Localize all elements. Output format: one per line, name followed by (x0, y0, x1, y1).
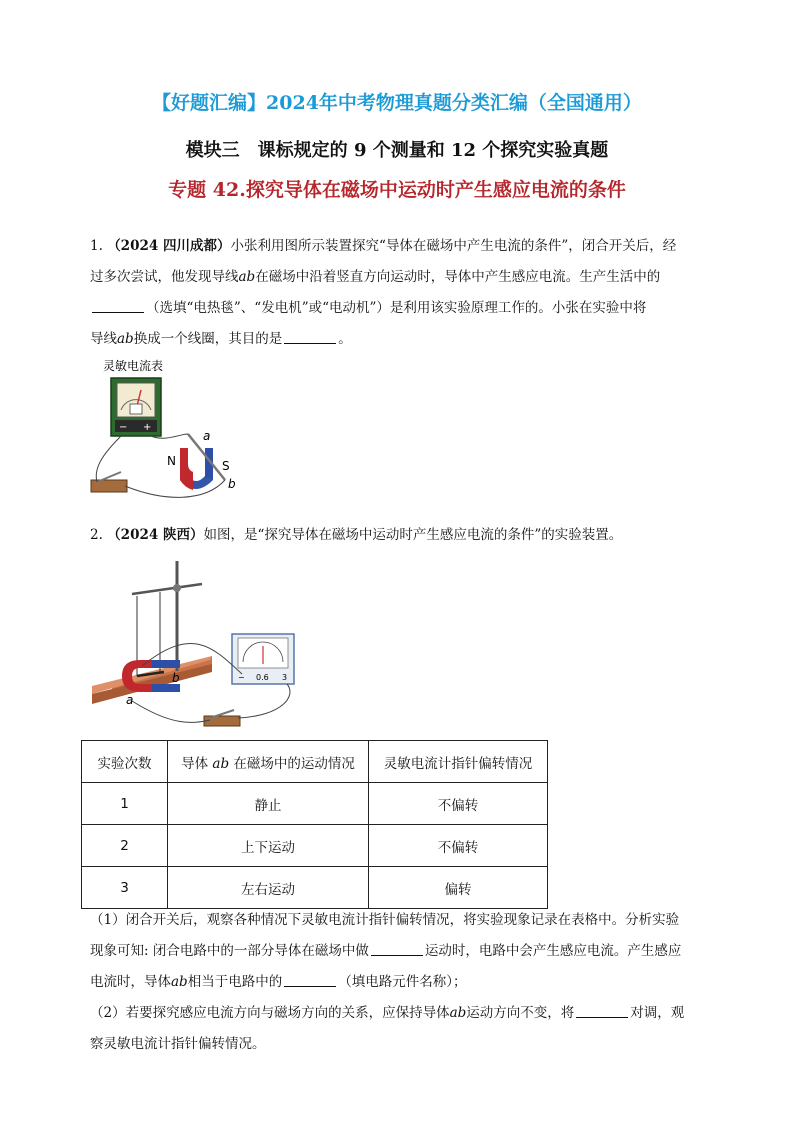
q1-line4 (90, 324, 705, 355)
question-1 (90, 231, 705, 355)
fig2-a-label: a (126, 693, 134, 707)
q1-var-ab: ab (238, 269, 256, 285)
table-cell: 左右运动 (168, 867, 369, 909)
q1-source: （2024 四川成都） (107, 238, 231, 254)
meter-06-label: 0.6 (256, 673, 269, 682)
sub1-blank-1[interactable] (371, 941, 423, 956)
q1-text-2a: 过多次尝试，他发现导线 (90, 269, 239, 285)
table-header-cell: 导体 ab 在磁场中的运动情况 (168, 741, 369, 783)
table-row (82, 867, 548, 909)
table-cell: 1 (82, 783, 168, 825)
switch-icon (204, 710, 240, 726)
sub1-line2 (90, 936, 705, 967)
q1-line2 (90, 262, 705, 293)
q1-text-4a: 导线 (90, 331, 117, 347)
table-row (82, 825, 548, 867)
sub1-line3 (90, 967, 705, 998)
q1-blank-2[interactable] (284, 329, 336, 344)
table-header-cell: 灵敏电流计指针偏转情况 (369, 741, 548, 783)
table-cell: 静止 (168, 783, 369, 825)
question-2 (90, 520, 705, 551)
sub2-text-1c: 对调，观 (630, 1005, 685, 1021)
sub2-blank-1[interactable] (576, 1003, 628, 1018)
q1-var-ab-2: ab (117, 331, 134, 347)
q1-figure (85, 352, 255, 502)
sub1-text-2b: 运动时，电路中会产生感应电流。产生感应 (424, 943, 682, 959)
q1-text-1: 小张利用图所示装置探究“导体在磁场中产生电流的条件”，闭合开关后，经 (230, 238, 677, 254)
sub1-text-2a: 现象可知: 闭合电路中的一部分导体在磁场中做 (90, 943, 369, 959)
q1-text-4b: 换成一个线圈，其目的是 (133, 331, 283, 347)
document-title: 【好题汇编】2024年中考物理真题分类汇编（全国通用） (152, 92, 642, 114)
q2-figure (92, 556, 317, 731)
q1-text-3: （选填“电热毯”、“发电机”或“电动机”）是利用该实验原理工作的。小张在实验中将 (146, 300, 647, 316)
experiment-table (81, 740, 548, 909)
table-cell: 2 (82, 825, 168, 867)
pole-n-label: N (167, 454, 176, 468)
q2-number: 2. (90, 527, 103, 543)
q2-sub-questions (90, 905, 705, 1060)
topic-title: 专题 42.探究导体在磁场中运动时产生感应电流的条件 (168, 179, 626, 201)
table-header-cell: 实验次数 (82, 741, 168, 783)
sub2-line1 (90, 998, 705, 1029)
q2-source: （2024 陕西） (107, 527, 204, 543)
sub1-blank-2[interactable] (284, 972, 336, 987)
sub1-text-3b: 相当于电路中的 (187, 974, 283, 990)
q1-blank-1[interactable] (92, 298, 144, 313)
q1-line3 (90, 293, 705, 324)
galvanometer-icon (111, 378, 161, 436)
table-cell: 不偏转 (369, 825, 548, 867)
wire-b-label: b (228, 477, 236, 491)
table-cell: 不偏转 (369, 783, 548, 825)
table-row (82, 783, 548, 825)
stand-icon (132, 561, 202, 676)
q1-text-2b: 在磁场中沿着竖直方向运动时，导体中产生感应电流。生产生活中的 (255, 269, 661, 285)
q1-line1 (90, 231, 705, 262)
table-cell: 偏转 (369, 867, 548, 909)
module-title: 模块三 课标规定的 9 个测量和 12 个探究实验真题 (185, 140, 609, 161)
wire-a-label: a (203, 429, 211, 443)
sub2-text-1b: 运动方向不变，将 (466, 1005, 575, 1021)
sub2-text-1a: （2）若要探究感应电流方向与磁场方向的关系，应保持导体 (90, 1005, 450, 1021)
meter-3-label: 3 (282, 673, 288, 682)
horseshoe-magnet-icon (180, 448, 213, 490)
galvanometer-icon (232, 634, 294, 684)
table-header-row (82, 741, 548, 783)
sub2-var-ab: ab (449, 1005, 467, 1021)
sub2-line2: 察灵敏电流计指针偏转情况。 (90, 1036, 266, 1052)
sub1-text-3a: 电流时，导体 (90, 974, 171, 990)
sub1-text-3c: （填电路元件名称）； (338, 974, 467, 990)
q1-text-4c: 。 (338, 331, 352, 347)
pole-s-label: S (222, 459, 230, 473)
q1-number: 1. (90, 238, 103, 254)
meter-minus-label: − (238, 673, 245, 682)
fig2-b-label: b (172, 671, 180, 685)
sub1-var-ab: ab (171, 974, 188, 990)
meter-plus: + (143, 422, 152, 433)
meter-minus: − (119, 422, 128, 433)
sub1-line1: （1）闭合开关后，观察各种情况下灵敏电流计指针偏转情况，将实验现象记录在表格中。分析实验 (90, 912, 680, 928)
meter-label: 灵敏电流表 (103, 359, 164, 373)
table-cell: 3 (82, 867, 168, 909)
q2-intro: 如图，是“探究导体在磁场中运动时产生感应电流的条件”的实验装置。 (203, 527, 623, 543)
table-cell: 上下运动 (168, 825, 369, 867)
